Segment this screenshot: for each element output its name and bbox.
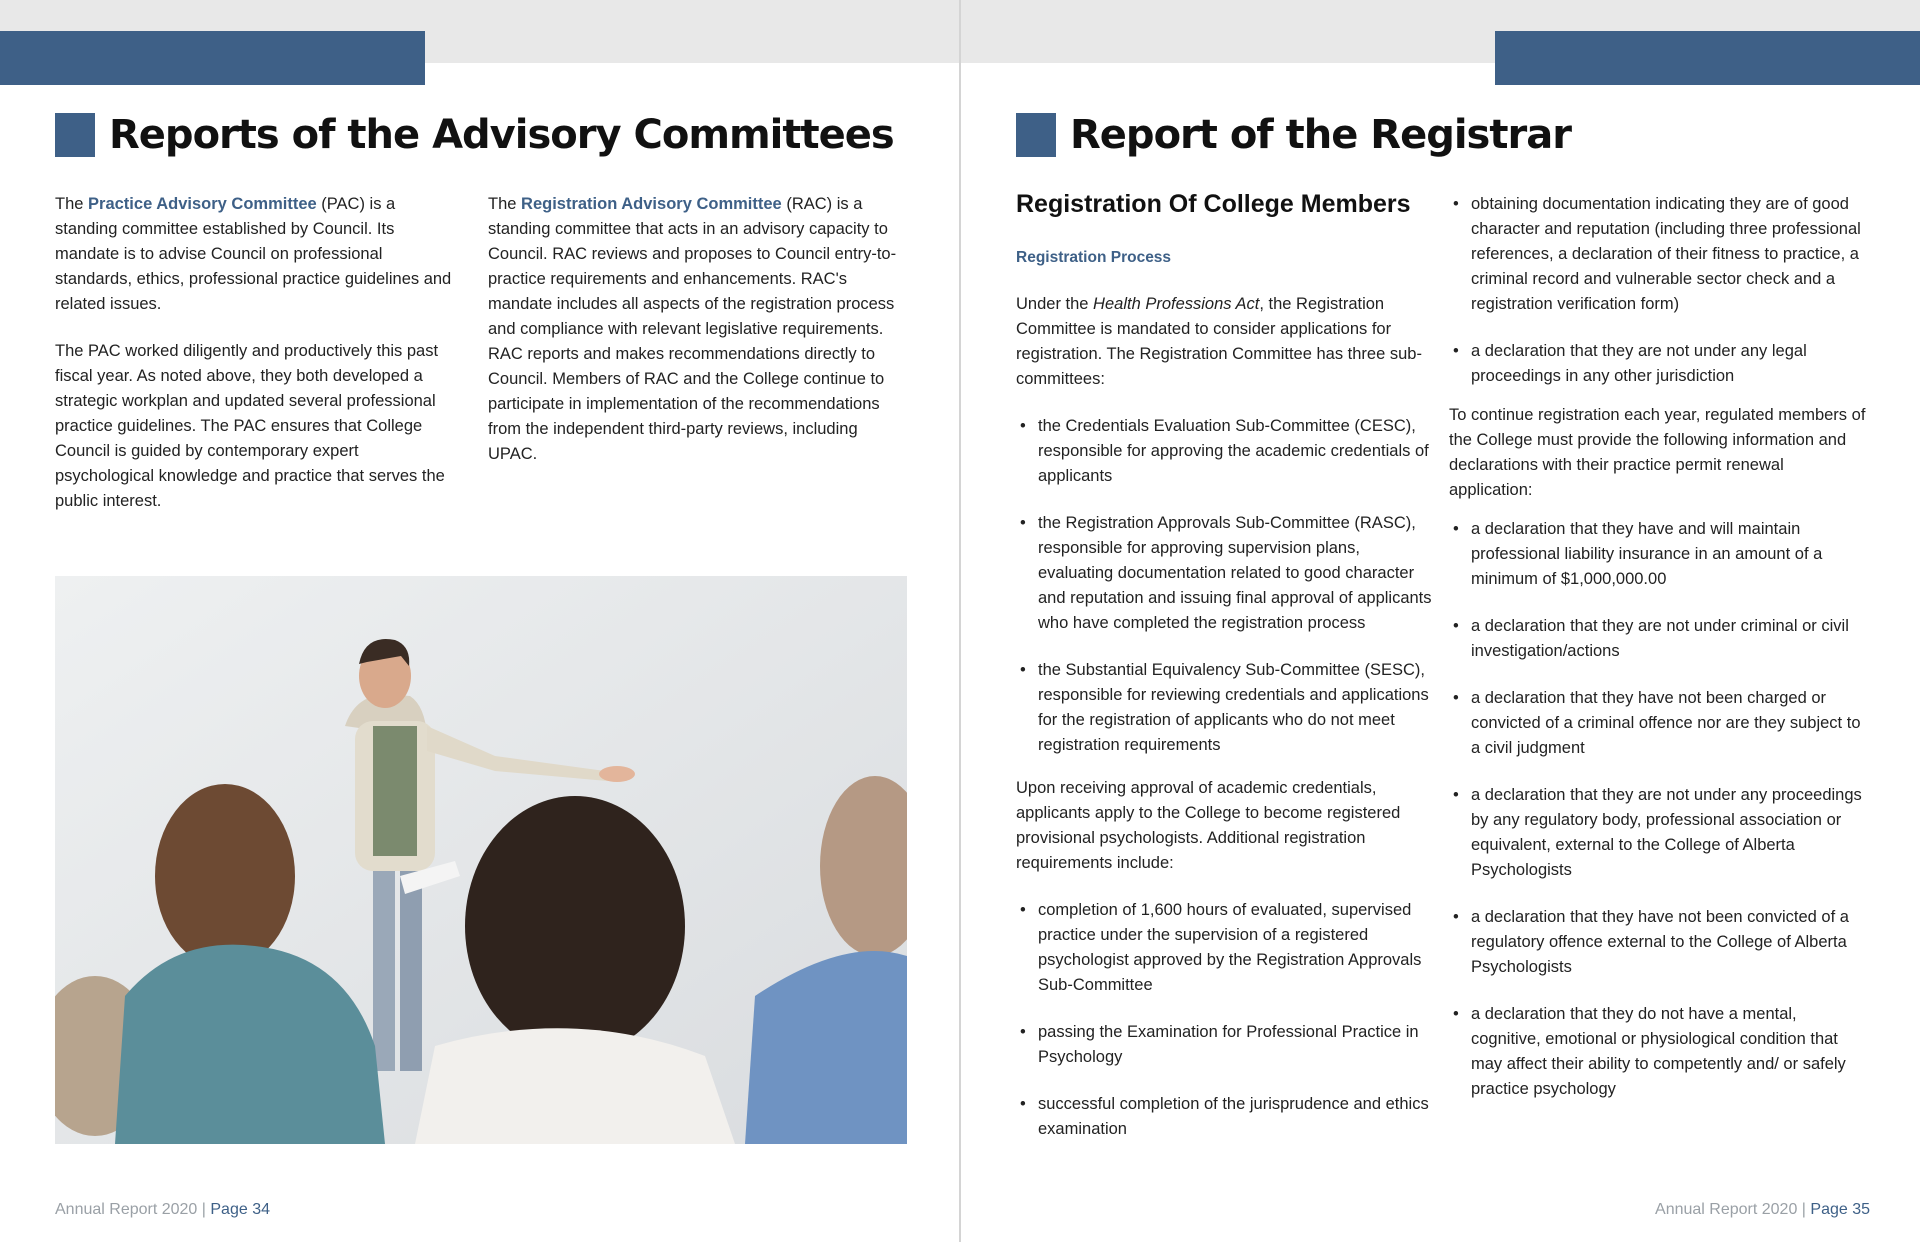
page-footer: Annual Report 2020 | Page 35 [1655, 1201, 1870, 1218]
page-title: Report of the Registrar [1070, 112, 1571, 158]
list-item: • the Credentials Evaluation Sub-Committee (CESC), responsible for approving the academic credentials of applicants [1016, 414, 1436, 489]
left-page [0, 0, 959, 1242]
section-label: Registration Process [1016, 249, 1172, 266]
list-item: • a declaration that they are not under criminal or civil investigation/actions [1449, 614, 1869, 664]
list-item: • a declaration that they have not been charged or convicted of a criminal offence nor are they subject to a civil judgment [1449, 686, 1869, 761]
list-item: • a declaration that they do not have a mental, cognitive, emotional or physiological condition that may affect their ability to competently and/ or safely practice psychology [1449, 1002, 1869, 1102]
pac-highlight: Practice Advisory Committee [88, 195, 317, 213]
list-item: • passing the Examination for Professional Practice in Psychology [1016, 1020, 1436, 1070]
section-subtitle: Registration Of College Members [1016, 190, 1411, 218]
page-number: Page 35 [1810, 1201, 1870, 1218]
page-number: Page 34 [210, 1201, 270, 1218]
top-accent-bar [0, 31, 425, 85]
list-item: • obtaining documentation indicating they are of good character and reputation (including three professional references, a declaration of their fitness to practice, a criminal record and vulnerable sector check and a registration verification form) [1449, 192, 1869, 317]
list-item: • a declaration that they have and will maintain professional liability insurance in an amount of a minimum of $1,000,000.00 [1449, 517, 1869, 592]
page-footer: Annual Report 2020 | Page 34 [55, 1201, 270, 1218]
page-heading [55, 112, 894, 158]
list-item: • a declaration that they are not under any proceedings by any regulatory body, professional association or equivalent, external to the College of Alberta Psychologists [1449, 783, 1869, 883]
pac-paragraph: The Practice Advisory Committee (PAC) is a standing committee established by Council. Its mandate is to advise Council on professional standards, ethics, professional practice guidelines and related issues. [55, 195, 452, 313]
list-item: • the Substantial Equivalency Sub-Committee (SESC), responsible for reviewing credentials and applications for the registration of applicants who do not meet registration requirements [1016, 658, 1436, 758]
pac-work-paragraph: The PAC worked diligently and productively this past fiscal year. As noted above, they both developed a strategic workplan and updated several professional practice guidelines. The PAC ensures that College Council is guided by contemporary expert psychological knowledge and practice that serves the public interest. [55, 342, 445, 510]
list-item: • a declaration that they are not under any legal proceedings in any other jurisdiction [1449, 339, 1869, 389]
top-accent-bar [1495, 31, 1920, 85]
registration-column [1016, 192, 1436, 1164]
requirements-list [1016, 898, 1436, 1142]
list-item: • successful completion of the jurisprudence and ethics examination [1016, 1092, 1436, 1142]
rac-paragraph: The Registration Advisory Committee (RAC) is a standing committee that acts in an advisory capacity to Council. RAC reviews and proposes to Council entry-to-practice requirements and enhancements. RAC's mandate includes all aspects of the registration process and compliance with relevant legislative requirements. RAC reports and makes recommendations directly to Council. Members of RAC and the College continue to participate in implementation of the recommendations from the independent third-party reviews, including UPAC. [488, 195, 897, 463]
documentation-list [1449, 192, 1869, 389]
right-page [961, 0, 1920, 1242]
renewal-column [1449, 192, 1869, 1124]
page-heading [1016, 112, 1571, 158]
heading-square-icon [55, 113, 95, 157]
requirements-intro: Upon receiving approval of academic credentials, applicants apply to the College to become registered provisional psychologists. Additional registration requirements include: [1016, 779, 1401, 872]
intro-paragraph: Under the Health Professions Act, the Registration Committee is mandated to consider applications for registration. The Registration Committee has three sub-committees: [1016, 295, 1422, 388]
declarations-list [1449, 517, 1869, 1102]
rac-highlight: Registration Advisory Committee [521, 195, 782, 213]
list-item: • completion of 1,600 hours of evaluated, supervised practice under the supervision of a registered psychologist approved by the Registration Approvals Sub-Committee [1016, 898, 1436, 998]
list-item: • a declaration that they have not been convicted of a regulatory offence external to the College of Alberta Psychologists [1449, 905, 1869, 980]
subcommittee-list [1016, 414, 1436, 758]
page-title: Reports of the Advisory Committees [109, 112, 894, 158]
pac-column [55, 192, 460, 536]
presentation-photo [55, 576, 907, 1144]
list-item: • the Registration Approvals Sub-Committee (RASC), responsible for approving supervision plans, evaluating documentation related to good character and reputation and issuing final approval of applicants who have completed the registration process [1016, 511, 1436, 636]
renewal-paragraph: To continue registration each year, regulated members of the College must provide the following information and declarations with their practice permit renewal application: [1449, 406, 1866, 499]
rac-column [488, 192, 908, 489]
heading-square-icon [1016, 113, 1056, 157]
